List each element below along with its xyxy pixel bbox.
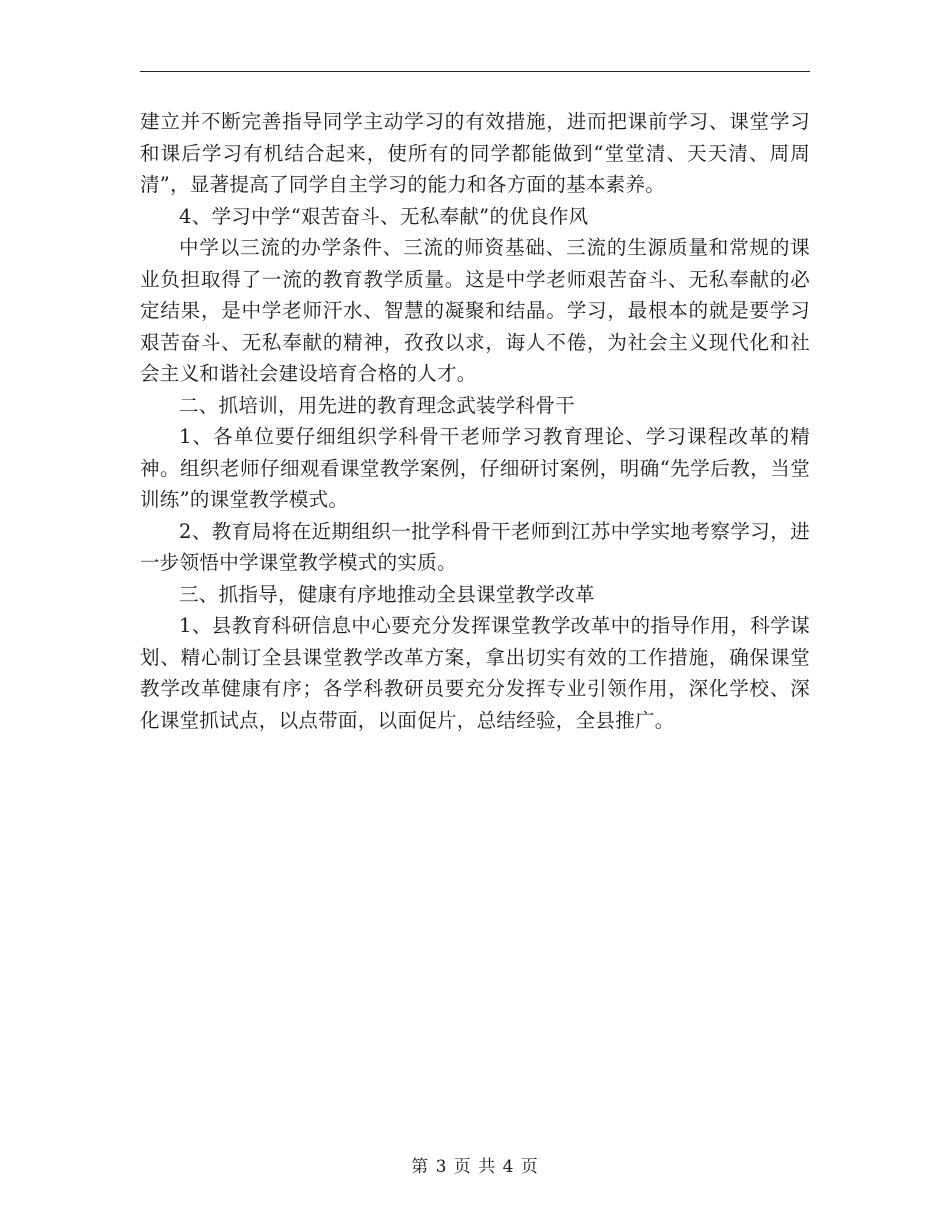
page-number-footer: 第 3 页 共 4 页 <box>411 1157 539 1177</box>
paragraph-3: 中学以三流的办学条件、三流的师资基础、三流的生源质量和常规的课业负担取得了一流的教育教学质量。这是中学老师艰苦奋斗、无私奉献的必定结果，是中学老师汗水、智慧的凝聚和结晶。学习，最根本的就是要学习艰苦奋斗、无私奉献的精神，孜孜以求，诲人不倦，为社会主义现代化和社会主义和谐社会建设培育合格的人才。 <box>140 236 810 385</box>
paragraph-1: 建立并不断完善指导同学主动学习的有效措施，进而把课前学习、课堂学习和课后学习有机结合起来，使所有的同学都能做到“堂堂清、天天清、周周清”，显著提高了同学自主学习的能力和各方面的基本素养。 <box>140 110 810 196</box>
document-body <box>140 106 810 736</box>
header-rule <box>140 71 810 72</box>
section-heading-3: 三、抓指导，健康有序地推动全县课堂教学改革 <box>179 582 595 606</box>
paragraph-2-heading: 4、学习中学“艰苦奋斗、无私奉献”的优良作风 <box>179 204 589 228</box>
paragraph-6: 2、教育局将在近期组织一批学科骨干老师到江苏中学实地考察学习，进一步领悟中学课堂教学模式的实质。 <box>140 519 810 574</box>
section-heading-2: 二、抓培训，用先进的教育理念武装学科骨干 <box>179 393 576 417</box>
paragraph-8: 1、县教育科研信息中心要充分发挥课堂教学改革中的指导作用，科学谋划、精心制订全县课堂教学改革方案，拿出切实有效的工作措施，确保课堂教学改革健康有序；各学科教研员要充分发挥专业引领作用，深化学校、深化课堂抓试点，以点带面，以面促片，总结经验，全县推广。 <box>140 614 810 732</box>
paragraph-5: 1、各单位要仔细组织学科骨干老师学习教育理论、学习课程改革的精神。组织老师仔细观看课堂教学案例，仔细研讨案例，明确“先学后教，当堂训练”的课堂教学模式。 <box>140 425 810 511</box>
